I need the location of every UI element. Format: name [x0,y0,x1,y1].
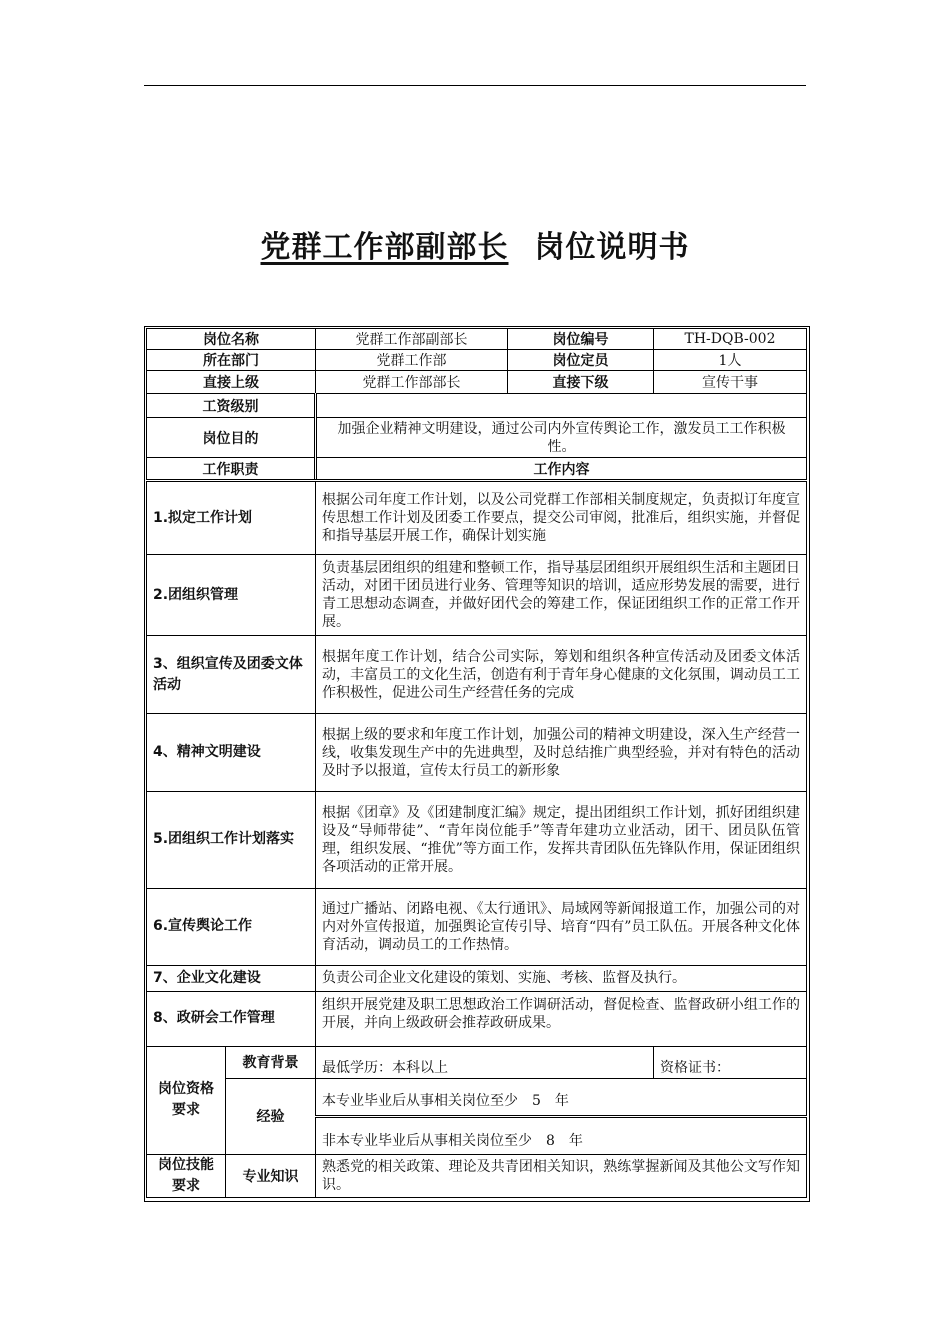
position-code-label: 岗位编号 [508,329,654,350]
duty-row [147,481,807,555]
subordinate-label: 直接下级 [508,371,654,394]
row-experience-major [147,1078,807,1116]
certificate-value: 资格证书： [654,1046,807,1078]
knowledge-value: 熟悉党的相关政策、理论及共青团相关知识，熟练掌握新闻及其他公文写作知识。 [316,1154,807,1197]
department-value: 党群工作部 [316,350,508,371]
duty-content: 根据公司年度工作计划，以及公司党群工作部相关制度规定，负责拟订年度宣传思想工作计划及团委工作要点，提交公司审阅，批准后，组织实施，并督促和指导基层开展工作，确保计划实施 [316,481,807,555]
duty-label: 7、企业文化建设 [147,965,316,991]
row-position-name [147,329,807,350]
duty-label: 1.拟定工作计划 [147,481,316,555]
duty-label: 2.团组织管理 [147,555,316,636]
duty-row [147,792,807,888]
subordinate-value: 宣传干事 [654,371,807,394]
experience-label: 经验 [226,1078,316,1154]
duty-content: 负责基层团组织的组建和整顿工作，指导基层团组织开展组织生活和主题团日活动，对团干团员进行业务、管理等知识的培训，适应形势发展的需要，进行青工思想动态调查，并做好团代会的筹建工作，保证团组织工作的正常工作开展。 [316,555,807,636]
duty-row [147,888,807,965]
duty-row [147,714,807,792]
position-code-value: TH-DQB-002 [654,329,807,350]
superior-value: 党群工作部部长 [316,371,508,394]
duty-label: 6.宣传舆论工作 [147,888,316,965]
knowledge-label: 专业知识 [226,1154,316,1197]
duty-row [147,555,807,636]
purpose-label: 岗位目的 [147,418,316,458]
headcount-value: 1人 [654,350,807,371]
skills-group-label: 岗位技能要求 [147,1154,226,1197]
qualification-group-label: 岗位资格要求 [147,1046,226,1154]
duty-content: 根据《团章》及《团建制度汇编》规定，提出团组织工作计划，抓好团组织建设及“导师带徒”、“青年岗位能手”等青年建功立业活动，团干、团员队伍管理，组织发展、“推优”等方面工作，发挥共青团队伍先锋队作用，保证团组织各项活动的正常开展。 [316,792,807,888]
salary-label: 工资级别 [147,394,316,418]
job-description-table [146,328,807,1198]
headcount-label: 岗位定员 [508,350,654,371]
row-skills [147,1154,807,1197]
department-label: 所在部门 [147,350,316,371]
duty-label: 3、组织宣传及团委文体活动 [147,636,316,714]
position-name-value: 党群工作部副部长 [316,329,508,350]
education-label: 教育背景 [226,1046,316,1078]
salary-value [316,394,807,418]
duty-header: 工作职责 [147,458,316,481]
duty-row [147,636,807,714]
title-suffix: 岗位说明书 [534,230,690,265]
duty-row [147,991,807,1046]
experience-nonmajor: 非本专业毕业后从事相关岗位至少 8 年 [316,1116,807,1154]
row-education [147,1046,807,1078]
duty-content: 根据年度工作计划，结合公司实际，筹划和组织各种宣传活动及团委文体活动，丰富员工的文化生活，创造有利于青年身心健康的文化氛围，调动员工工作积极性，促进公司生产经营任务的完成 [316,636,807,714]
experience-major: 本专业毕业后从事相关岗位至少 5 年 [316,1078,807,1116]
duty-label: 4、精神文明建设 [147,714,316,792]
duty-row [147,965,807,991]
duty-label: 8、政研会工作管理 [147,991,316,1046]
title-main: 党群工作部副部长 [260,230,509,265]
row-purpose [147,418,807,458]
purpose-value: 加强企业精神文明建设，通过公司内外宣传舆论工作，激发员工工作积极性。 [316,418,807,458]
duty-content: 通过广播站、闭路电视、《太行通讯》、局域网等新闻报道工作，加强公司的对内对外宣传报道，加强舆论宣传引导、培育“四有”员工队伍。开展各种文化体育活动，调动员工的工作热情。 [316,888,807,965]
duty-content: 根据上级的要求和年度工作计划，加强公司的精神文明建设，深入生产经营一线，收集发现生产中的先进典型，及时总结推广典型经验，并对有特色的活动及时予以报道，宣传太行员工的新形象 [316,714,807,792]
duty-content: 负责公司企业文化建设的策划、实施、考核、监督及执行。 [316,965,807,991]
duty-content: 组织开展党建及职工思想政治工作调研活动，督促检查、监督政研小组工作的开展，并向上级政研会推荐政研成果。 [316,991,807,1046]
document-title [0,222,950,266]
row-salary [147,394,807,418]
superior-label: 直接上级 [147,371,316,394]
education-value: 最低学历：本科以上 [316,1046,654,1078]
top-rule [144,85,806,86]
duty-label: 5.团组织工作计划落实 [147,792,316,888]
row-superior [147,371,807,394]
position-name-label: 岗位名称 [147,329,316,350]
content-header: 工作内容 [316,458,807,481]
row-department [147,350,807,371]
row-duties-header [147,458,807,481]
